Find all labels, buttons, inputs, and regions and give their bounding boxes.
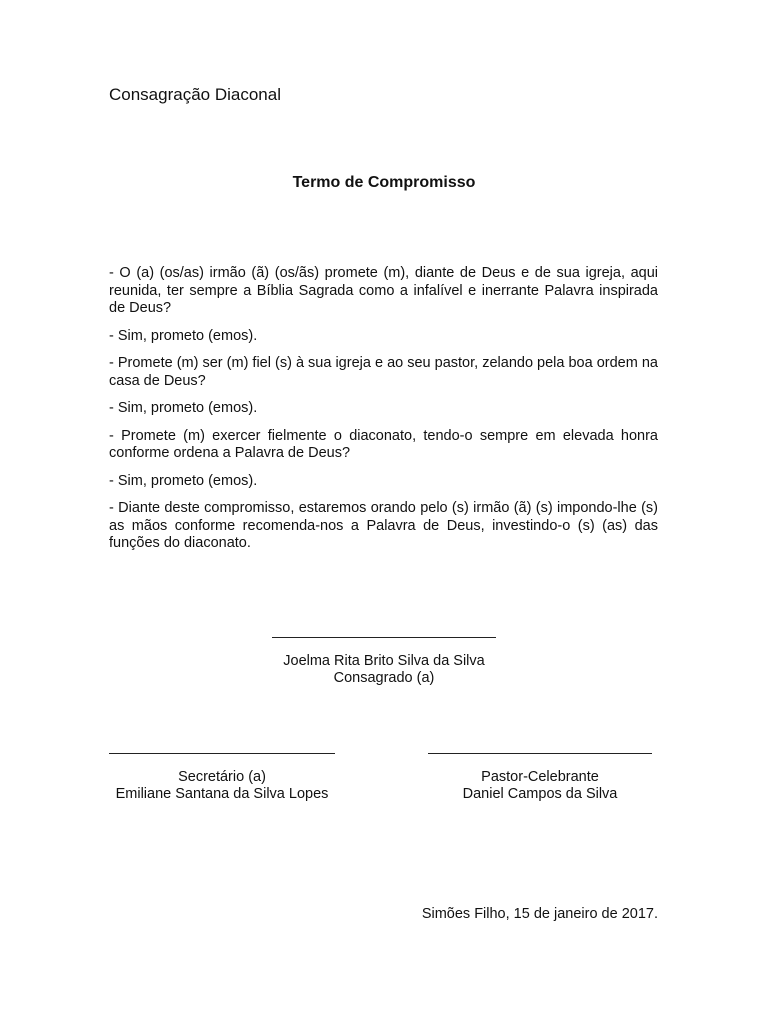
pastor-role: Pastor-Celebrante	[481, 769, 599, 785]
question-paragraph: - Promete (m) ser (m) fiel (s) à sua igreja e ao seu pastor, zelando pela boa ordem na casa de Deus?	[109, 355, 658, 389]
question-paragraph: - Promete (m) exercer fielmente o diaconato, tendo-o sempre em elevada honra conforme ordena a Palavra de Deus?	[109, 427, 658, 461]
signature-line	[109, 753, 335, 754]
answer-paragraph: - Sim, prometo (emos).	[109, 400, 258, 416]
consecrated-role: Consagrado (a)	[333, 670, 435, 686]
closing-paragraph: - Diante deste compromisso, estaremos orando pelo (s) irmão (ã) (s) impondo-lhe (s) as mãos conforme recomenda-nos a Palavra de Deus, investindo-o (s) (as) das funções do diaconato.	[109, 500, 658, 551]
secretary-role: Secretário (a)	[178, 769, 266, 785]
consecrated-signature-block	[254, 637, 514, 687]
document-heading: Consagração Diaconal	[109, 85, 281, 104]
question-paragraph: - O (a) (os/as) irmão (ã) (os/ãs) promete (m), diante de Deus e de sua igreja, aqui reunida, ter sempre a Bíblia Sagrada como a infalível e inerrante Palavra inspirada de Deus?	[109, 265, 658, 316]
document-body	[109, 265, 658, 563]
signature-line	[272, 637, 496, 638]
pastor-signature-block	[418, 753, 662, 803]
secretary-name: Emiliane Santana da Silva Lopes	[115, 786, 329, 802]
date-line: Simões Filho, 15 de janeiro de 2017.	[421, 906, 658, 922]
answer-paragraph: - Sim, prometo (emos).	[109, 472, 258, 489]
signature-line	[428, 753, 652, 754]
consecrated-name: Joelma Rita Brito Silva da Silva	[283, 653, 485, 669]
answer-paragraph: - Sim, prometo (emos).	[109, 327, 258, 344]
pastor-name: Daniel Campos da Silva	[462, 786, 618, 802]
secretary-signature-block	[99, 753, 345, 803]
document-title: Termo de Compromisso	[292, 174, 476, 191]
